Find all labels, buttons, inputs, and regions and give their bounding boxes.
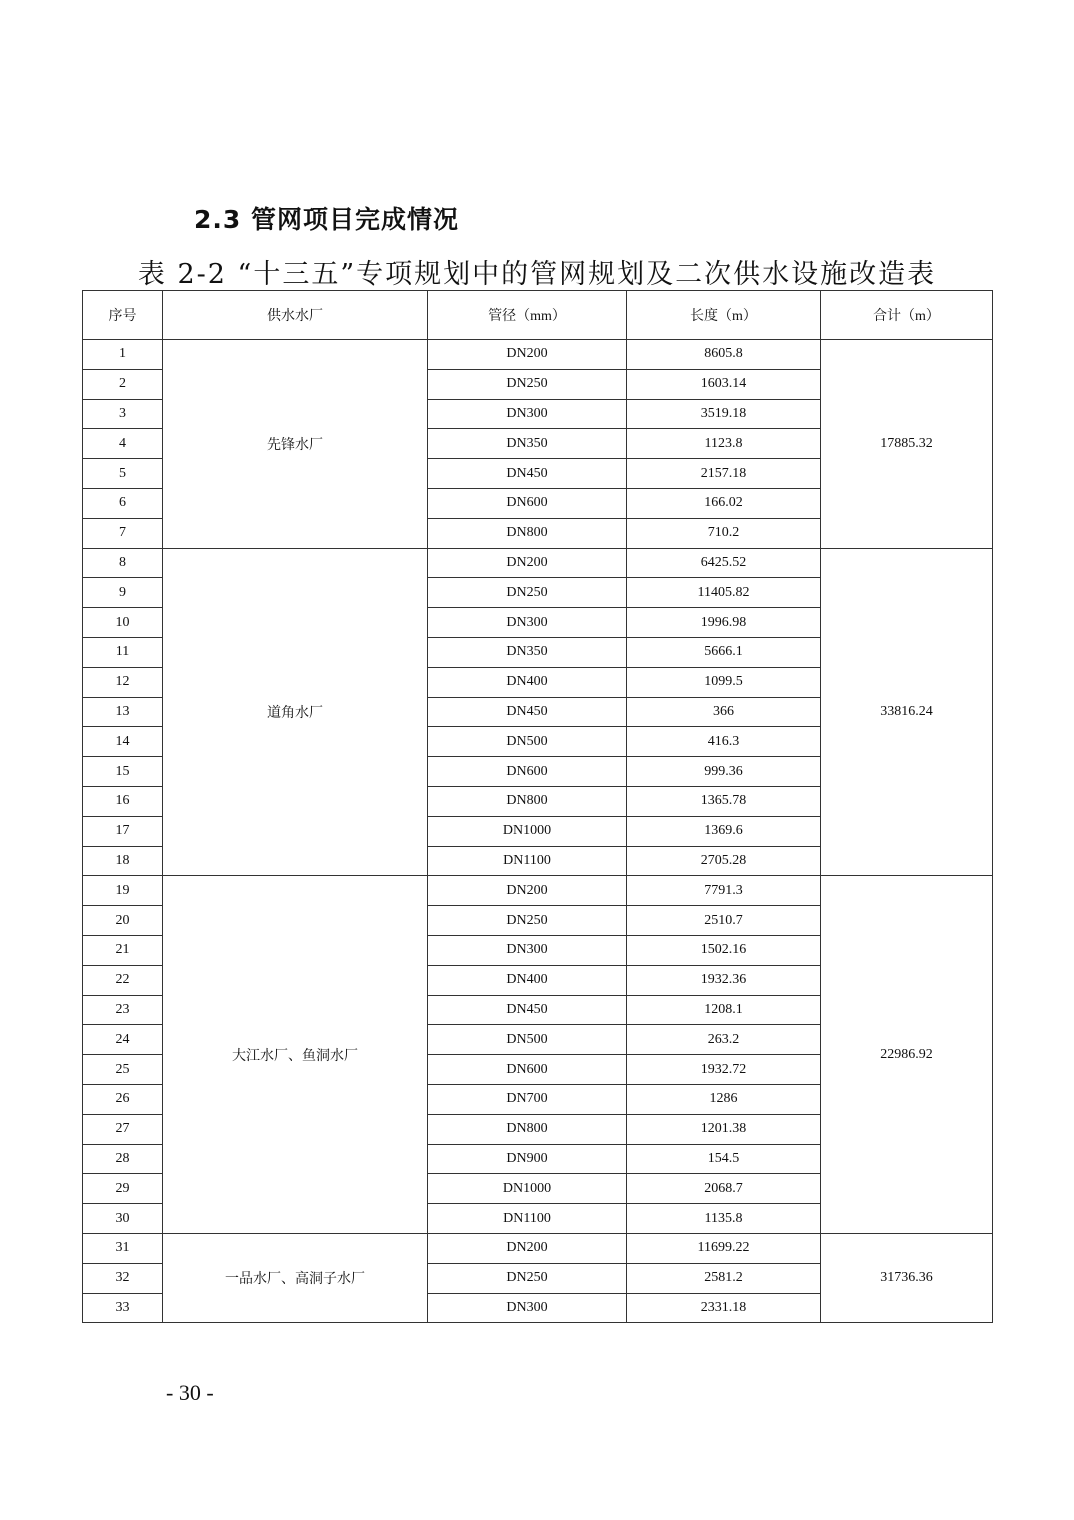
diameter-cell: DN600: [428, 757, 627, 787]
row-index-cell: 21: [83, 935, 163, 965]
plant-cell: 大江水厂、鱼洞水厂: [163, 876, 428, 1234]
row-index-cell: 4: [83, 429, 163, 459]
row-index-cell: 25: [83, 1055, 163, 1085]
section-heading: 2.3 管网项目完成情况: [194, 205, 459, 234]
length-cell: 416.3: [627, 727, 821, 757]
header-total: 合计（m）: [821, 291, 993, 340]
row-index-cell: 2: [83, 369, 163, 399]
length-cell: 154.5: [627, 1144, 821, 1174]
length-cell: 1135.8: [627, 1204, 821, 1234]
length-cell: 1123.8: [627, 429, 821, 459]
row-index-cell: 5: [83, 459, 163, 489]
length-cell: 6425.52: [627, 548, 821, 578]
table-caption: 表 2-2 “十三五”专项规划中的管网规划及二次供水设施改造表: [137, 259, 937, 290]
row-index-cell: 27: [83, 1114, 163, 1144]
length-cell: 2157.18: [627, 459, 821, 489]
table-row: [83, 876, 993, 906]
row-index-cell: 18: [83, 846, 163, 876]
length-cell: 3519.18: [627, 399, 821, 429]
length-cell: 166.02: [627, 488, 821, 518]
diameter-cell: DN350: [428, 429, 627, 459]
row-index-cell: 6: [83, 488, 163, 518]
row-index-cell: 11: [83, 637, 163, 667]
length-cell: 1365.78: [627, 786, 821, 816]
diameter-cell: DN600: [428, 1055, 627, 1085]
length-cell: 366: [627, 697, 821, 727]
row-index-cell: 20: [83, 906, 163, 936]
row-index-cell: 33: [83, 1293, 163, 1323]
row-index-cell: 14: [83, 727, 163, 757]
total-cell: 17885.32: [821, 340, 993, 549]
row-index-cell: 23: [83, 995, 163, 1025]
row-index-cell: 30: [83, 1204, 163, 1234]
length-cell: 1286: [627, 1084, 821, 1114]
diameter-cell: DN200: [428, 1233, 627, 1263]
length-cell: 263.2: [627, 1025, 821, 1055]
row-index-cell: 22: [83, 965, 163, 995]
table-body: [83, 340, 993, 1323]
diameter-cell: DN450: [428, 459, 627, 489]
plant-cell: 道角水厂: [163, 548, 428, 876]
length-cell: 710.2: [627, 518, 821, 548]
length-cell: 8605.8: [627, 340, 821, 370]
diameter-cell: DN200: [428, 340, 627, 370]
row-index-cell: 12: [83, 667, 163, 697]
row-index-cell: 17: [83, 816, 163, 846]
diameter-cell: DN250: [428, 369, 627, 399]
diameter-cell: DN300: [428, 399, 627, 429]
row-index-cell: 1: [83, 340, 163, 370]
header-plant: 供水水厂: [163, 291, 428, 340]
diameter-cell: DN700: [428, 1084, 627, 1114]
header-diameter: 管径（mm）: [428, 291, 627, 340]
length-cell: 1932.36: [627, 965, 821, 995]
diameter-cell: DN300: [428, 1293, 627, 1323]
diameter-cell: DN400: [428, 965, 627, 995]
length-cell: 1369.6: [627, 816, 821, 846]
length-cell: 7791.3: [627, 876, 821, 906]
row-index-cell: 8: [83, 548, 163, 578]
length-cell: 1932.72: [627, 1055, 821, 1085]
total-cell: 22986.92: [821, 876, 993, 1234]
diameter-cell: DN900: [428, 1144, 627, 1174]
length-cell: 2705.28: [627, 846, 821, 876]
diameter-cell: DN400: [428, 667, 627, 697]
table-header-row: [83, 291, 993, 340]
page-number: - 30 -: [166, 1380, 214, 1405]
diameter-cell: DN1100: [428, 1204, 627, 1234]
length-cell: 1208.1: [627, 995, 821, 1025]
length-cell: 11699.22: [627, 1233, 821, 1263]
length-cell: 1996.98: [627, 608, 821, 638]
table-row: [83, 1233, 993, 1263]
diameter-cell: DN500: [428, 727, 627, 757]
diameter-cell: DN200: [428, 548, 627, 578]
row-index-cell: 29: [83, 1174, 163, 1204]
length-cell: 1603.14: [627, 369, 821, 399]
diameter-cell: DN200: [428, 876, 627, 906]
row-index-cell: 31: [83, 1233, 163, 1263]
length-cell: 2510.7: [627, 906, 821, 936]
diameter-cell: DN1000: [428, 816, 627, 846]
total-cell: 33816.24: [821, 548, 993, 876]
length-cell: 1201.38: [627, 1114, 821, 1144]
diameter-cell: DN250: [428, 578, 627, 608]
length-cell: 1502.16: [627, 935, 821, 965]
diameter-cell: DN600: [428, 488, 627, 518]
total-cell: 31736.36: [821, 1233, 993, 1322]
header-length: 长度（m）: [627, 291, 821, 340]
diameter-cell: DN250: [428, 906, 627, 936]
row-index-cell: 32: [83, 1263, 163, 1293]
row-index-cell: 9: [83, 578, 163, 608]
row-index-cell: 26: [83, 1084, 163, 1114]
table-row: [83, 340, 993, 370]
row-index-cell: 10: [83, 608, 163, 638]
diameter-cell: DN350: [428, 637, 627, 667]
length-cell: 2331.18: [627, 1293, 821, 1323]
diameter-cell: DN1000: [428, 1174, 627, 1204]
length-cell: 999.36: [627, 757, 821, 787]
header-index: 序号: [83, 291, 163, 340]
length-cell: 1099.5: [627, 667, 821, 697]
length-cell: 2068.7: [627, 1174, 821, 1204]
length-cell: 11405.82: [627, 578, 821, 608]
diameter-cell: DN1100: [428, 846, 627, 876]
diameter-cell: DN450: [428, 697, 627, 727]
diameter-cell: DN300: [428, 608, 627, 638]
diameter-cell: DN300: [428, 935, 627, 965]
length-cell: 2581.2: [627, 1263, 821, 1293]
row-index-cell: 16: [83, 786, 163, 816]
table-row: [83, 548, 993, 578]
pipe-network-table: [82, 290, 993, 1323]
diameter-cell: DN800: [428, 786, 627, 816]
row-index-cell: 3: [83, 399, 163, 429]
plant-cell: 一品水厂、高洞子水厂: [163, 1233, 428, 1322]
length-cell: 5666.1: [627, 637, 821, 667]
diameter-cell: DN800: [428, 518, 627, 548]
row-index-cell: 7: [83, 518, 163, 548]
diameter-cell: DN250: [428, 1263, 627, 1293]
plant-cell: 先锋水厂: [163, 340, 428, 549]
row-index-cell: 15: [83, 757, 163, 787]
row-index-cell: 24: [83, 1025, 163, 1055]
diameter-cell: DN500: [428, 1025, 627, 1055]
row-index-cell: 28: [83, 1144, 163, 1174]
diameter-cell: DN800: [428, 1114, 627, 1144]
row-index-cell: 13: [83, 697, 163, 727]
row-index-cell: 19: [83, 876, 163, 906]
diameter-cell: DN450: [428, 995, 627, 1025]
